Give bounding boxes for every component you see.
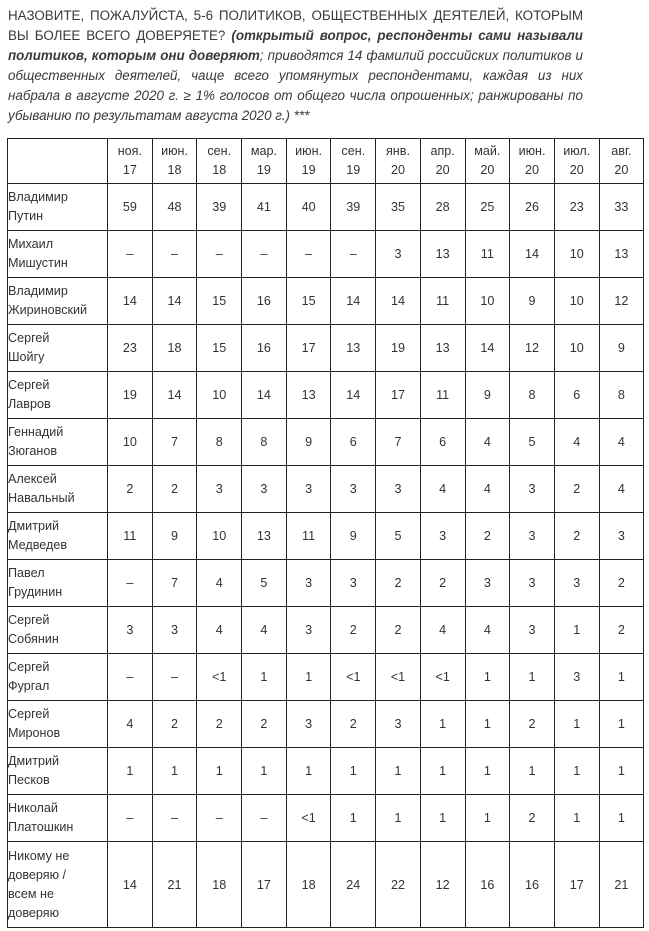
row-name-line: доверяю /: [8, 867, 67, 882]
row-name-line: Лавров: [8, 397, 51, 411]
table-row: [8, 231, 644, 278]
row-name-cell: [8, 325, 108, 372]
column-header: [420, 139, 465, 184]
column-header: [242, 139, 287, 184]
value-cell: 6: [554, 372, 599, 419]
column-year: 20: [614, 163, 629, 177]
row-name-line: Дмитрий: [8, 519, 60, 533]
value-cell: 3: [152, 607, 197, 654]
value-cell: 2: [599, 560, 644, 607]
value-cell: 3: [376, 701, 421, 748]
question-main: НАЗОВИТЕ, ПОЖАЛУЙСТА, 5-6 ПОЛИТИКОВ, ОБЩЕСТВЕННЫХ ДЕЯТЕЛЕЙ, КОТОРЫМ ВЫ БОЛЕЕ ВСЕГО ДОВЕРЯЕТЕ?: [8, 8, 583, 43]
table-row: [8, 842, 644, 928]
row-name-line: доверяю: [8, 905, 60, 920]
value-cell: 3: [376, 466, 421, 513]
value-cell: 4: [465, 607, 510, 654]
value-cell: 1: [554, 795, 599, 842]
value-cell: 4: [465, 466, 510, 513]
value-cell: 3: [286, 701, 331, 748]
value-cell: 1: [420, 701, 465, 748]
value-cell: 8: [197, 419, 242, 466]
value-cell: 1: [465, 701, 510, 748]
value-cell: 35: [376, 184, 421, 231]
value-cell: –: [152, 231, 197, 278]
value-cell: –: [331, 231, 376, 278]
value-cell: 10: [465, 278, 510, 325]
value-cell: 4: [599, 466, 644, 513]
value-cell: 26: [510, 184, 555, 231]
value-cell: 17: [286, 325, 331, 372]
value-cell: 2: [554, 466, 599, 513]
value-cell: 11: [420, 278, 465, 325]
value-cell: 5: [242, 560, 287, 607]
value-cell: 4: [420, 607, 465, 654]
value-cell: 13: [331, 325, 376, 372]
value-cell: <1: [286, 795, 331, 842]
row-name-cell: [8, 184, 108, 231]
value-cell: 2: [331, 701, 376, 748]
value-cell: 23: [554, 184, 599, 231]
value-cell: 4: [197, 607, 242, 654]
value-cell: 9: [599, 325, 644, 372]
row-name-cell: [8, 560, 108, 607]
row-name-cell: [8, 795, 108, 842]
column-month: июн.: [295, 144, 323, 158]
column-year: 20: [525, 163, 540, 177]
value-cell: 14: [376, 278, 421, 325]
row-name-line: Навальный: [8, 491, 75, 505]
value-cell: 1: [197, 748, 242, 795]
value-cell: 18: [152, 325, 197, 372]
column-year: 19: [301, 163, 316, 177]
value-cell: 11: [465, 231, 510, 278]
value-cell: –: [197, 231, 242, 278]
value-cell: 48: [152, 184, 197, 231]
value-cell: <1: [331, 654, 376, 701]
value-cell: 3: [286, 560, 331, 607]
value-cell: 3: [108, 607, 153, 654]
table-row: [8, 748, 644, 795]
value-cell: 10: [197, 513, 242, 560]
column-year: 20: [435, 163, 450, 177]
value-cell: 1: [510, 748, 555, 795]
row-name-line: Владимир: [8, 284, 68, 298]
row-name-line: Николай: [8, 801, 58, 815]
value-cell: 13: [599, 231, 644, 278]
value-cell: 2: [510, 795, 555, 842]
value-cell: 3: [510, 513, 555, 560]
value-cell: 2: [376, 607, 421, 654]
value-cell: 10: [554, 278, 599, 325]
value-cell: 13: [420, 231, 465, 278]
row-name-cell: [8, 607, 108, 654]
column-header: [599, 139, 644, 184]
value-cell: 13: [242, 513, 287, 560]
row-name-line: всем не: [8, 886, 54, 901]
value-cell: 1: [510, 654, 555, 701]
value-cell: 39: [331, 184, 376, 231]
value-cell: 2: [197, 701, 242, 748]
value-cell: 21: [599, 842, 644, 928]
value-cell: 3: [420, 513, 465, 560]
column-year: 17: [122, 163, 137, 177]
value-cell: 1: [465, 748, 510, 795]
row-name-cell: [8, 701, 108, 748]
question-italic-note: ; приводятся 14 фамилий российских политиков и общественных деятелей, чаще всего упомянутых респондентами, каждая из них набрала в августе 2020 г. ≥ 1% голосов от общего числа опрошенных; ранжированы по убыванию по результатам августа 2020 г.) ***: [8, 48, 583, 123]
value-cell: 18: [197, 842, 242, 928]
value-cell: 1: [554, 701, 599, 748]
value-cell: 3: [197, 466, 242, 513]
row-name-cell: [8, 466, 108, 513]
value-cell: 14: [242, 372, 287, 419]
value-cell: 1: [376, 748, 421, 795]
value-cell: 3: [376, 231, 421, 278]
value-cell: 7: [376, 419, 421, 466]
table-body: [8, 184, 644, 928]
value-cell: 14: [108, 842, 153, 928]
value-cell: 1: [286, 654, 331, 701]
value-cell: 21: [152, 842, 197, 928]
value-cell: 5: [376, 513, 421, 560]
value-cell: 16: [510, 842, 555, 928]
value-cell: 2: [331, 607, 376, 654]
value-cell: 19: [108, 372, 153, 419]
value-cell: 3: [510, 607, 555, 654]
table-row: [8, 325, 644, 372]
value-cell: 4: [242, 607, 287, 654]
row-name-line: Сергей: [8, 660, 50, 674]
row-name-line: Шойгу: [8, 350, 45, 364]
column-month: май.: [474, 144, 501, 158]
column-month: июл.: [563, 144, 591, 158]
value-cell: 15: [286, 278, 331, 325]
value-cell: 8: [242, 419, 287, 466]
table-row: [8, 466, 644, 513]
row-name-line: Платошкин: [8, 820, 74, 834]
value-cell: 1: [554, 607, 599, 654]
table-row: [8, 184, 644, 231]
value-cell: 15: [197, 325, 242, 372]
value-cell: 10: [554, 325, 599, 372]
value-cell: 2: [242, 701, 287, 748]
value-cell: 1: [331, 748, 376, 795]
row-name-line: Павел: [8, 566, 45, 580]
row-name-line: Путин: [8, 209, 44, 223]
value-cell: 9: [465, 372, 510, 419]
value-cell: 2: [420, 560, 465, 607]
value-cell: 9: [286, 419, 331, 466]
value-cell: 17: [376, 372, 421, 419]
value-cell: 14: [152, 278, 197, 325]
column-year: 20: [480, 163, 495, 177]
row-name-line: Жириновский: [8, 303, 88, 317]
value-cell: 2: [510, 701, 555, 748]
value-cell: 4: [554, 419, 599, 466]
table-row: [8, 372, 644, 419]
column-month: авг.: [611, 144, 632, 158]
value-cell: 1: [420, 795, 465, 842]
value-cell: 14: [108, 278, 153, 325]
value-cell: <1: [197, 654, 242, 701]
value-cell: 1: [599, 701, 644, 748]
value-cell: 9: [152, 513, 197, 560]
value-cell: 23: [108, 325, 153, 372]
value-cell: 2: [599, 607, 644, 654]
row-name-cell: [8, 842, 108, 928]
column-month: июн.: [161, 144, 188, 158]
table-row: [8, 654, 644, 701]
row-name-line: Никому не: [8, 848, 70, 863]
column-header: [197, 139, 242, 184]
value-cell: 14: [465, 325, 510, 372]
value-cell: 3: [554, 560, 599, 607]
value-cell: 3: [331, 466, 376, 513]
column-year: 20: [569, 163, 584, 177]
row-name-cell: [8, 419, 108, 466]
value-cell: 6: [420, 419, 465, 466]
value-cell: 1: [465, 654, 510, 701]
value-cell: 2: [554, 513, 599, 560]
value-cell: 13: [420, 325, 465, 372]
value-cell: 8: [510, 372, 555, 419]
value-cell: 14: [510, 231, 555, 278]
value-cell: 33: [599, 184, 644, 231]
value-cell: 3: [510, 560, 555, 607]
value-cell: 1: [286, 748, 331, 795]
column-header: [376, 139, 421, 184]
column-year: 19: [256, 163, 271, 177]
value-cell: 4: [599, 419, 644, 466]
value-cell: 10: [108, 419, 153, 466]
value-cell: 1: [242, 748, 287, 795]
row-name-line: Собянин: [8, 632, 59, 646]
value-cell: 1: [152, 748, 197, 795]
row-name-cell: [8, 372, 108, 419]
value-cell: 4: [465, 419, 510, 466]
value-cell: –: [152, 795, 197, 842]
value-cell: 2: [465, 513, 510, 560]
column-year: 18: [212, 163, 227, 177]
value-cell: 41: [242, 184, 287, 231]
row-name-line: Зюганов: [8, 444, 58, 458]
value-cell: 1: [108, 748, 153, 795]
value-cell: 13: [286, 372, 331, 419]
value-cell: 14: [331, 278, 376, 325]
column-month: ноя.: [117, 144, 142, 158]
value-cell: 12: [420, 842, 465, 928]
value-cell: 25: [465, 184, 510, 231]
value-cell: 8: [599, 372, 644, 419]
value-cell: –: [108, 795, 153, 842]
row-name-line: Владимир: [8, 190, 68, 204]
value-cell: 1: [420, 748, 465, 795]
value-cell: 1: [599, 654, 644, 701]
column-header: [554, 139, 599, 184]
value-cell: 3: [599, 513, 644, 560]
value-cell: 19: [376, 325, 421, 372]
value-cell: –: [152, 654, 197, 701]
value-cell: 5: [510, 419, 555, 466]
value-cell: 3: [286, 466, 331, 513]
value-cell: 14: [331, 372, 376, 419]
column-month: июн.: [518, 144, 546, 158]
column-header: [510, 139, 555, 184]
value-cell: 3: [286, 607, 331, 654]
value-cell: 9: [510, 278, 555, 325]
column-year: 18: [167, 163, 182, 177]
header-corner-cell: [8, 139, 108, 184]
row-name-cell: [8, 231, 108, 278]
value-cell: –: [108, 231, 153, 278]
column-header: [465, 139, 510, 184]
value-cell: 6: [331, 419, 376, 466]
value-cell: 1: [465, 795, 510, 842]
row-name-line: Сергей: [8, 331, 50, 345]
value-cell: 1: [599, 748, 644, 795]
value-cell: 15: [197, 278, 242, 325]
value-cell: 3: [465, 560, 510, 607]
question-text: [8, 6, 583, 126]
value-cell: 16: [242, 325, 287, 372]
column-header: [286, 139, 331, 184]
value-cell: –: [242, 795, 287, 842]
value-cell: 10: [554, 231, 599, 278]
row-name-line: Алексей: [8, 472, 57, 486]
value-cell: 17: [242, 842, 287, 928]
table-row: [8, 278, 644, 325]
table-row: [8, 701, 644, 748]
column-year: 20: [390, 163, 405, 177]
row-name-line: Сергей: [8, 613, 50, 627]
table-row: [8, 560, 644, 607]
table-row: [8, 795, 644, 842]
value-cell: 16: [242, 278, 287, 325]
row-name-line: Медведев: [8, 538, 68, 552]
value-cell: 4: [197, 560, 242, 607]
column-month: апр.: [430, 144, 455, 158]
value-cell: –: [242, 231, 287, 278]
value-cell: 3: [510, 466, 555, 513]
value-cell: 14: [152, 372, 197, 419]
value-cell: –: [108, 560, 153, 607]
column-header: [331, 139, 376, 184]
value-cell: 12: [510, 325, 555, 372]
table-row: [8, 419, 644, 466]
value-cell: 2: [108, 466, 153, 513]
column-month: сен.: [341, 144, 366, 158]
value-cell: 7: [152, 560, 197, 607]
value-cell: 12: [599, 278, 644, 325]
value-cell: 10: [197, 372, 242, 419]
value-cell: 11: [108, 513, 153, 560]
value-cell: 40: [286, 184, 331, 231]
value-cell: 4: [108, 701, 153, 748]
row-name-line: Сергей: [8, 378, 50, 392]
value-cell: 7: [152, 419, 197, 466]
value-cell: 59: [108, 184, 153, 231]
value-cell: 1: [554, 748, 599, 795]
value-cell: 1: [376, 795, 421, 842]
row-name-cell: [8, 278, 108, 325]
question-bold-note: (открытый вопрос, респонденты сами называли политиков, которым они доверяют: [8, 28, 583, 63]
row-name-line: Миронов: [8, 726, 61, 740]
value-cell: 3: [331, 560, 376, 607]
row-name-line: Фургал: [8, 679, 50, 693]
row-name-line: Геннадий: [8, 425, 64, 439]
value-cell: 11: [286, 513, 331, 560]
value-cell: 17: [554, 842, 599, 928]
table-row: [8, 513, 644, 560]
row-name-line: Михаил: [8, 237, 54, 251]
column-header: [108, 139, 153, 184]
row-name-line: Дмитрий: [8, 754, 60, 768]
value-cell: 16: [465, 842, 510, 928]
value-cell: <1: [376, 654, 421, 701]
value-cell: 28: [420, 184, 465, 231]
value-cell: 39: [197, 184, 242, 231]
value-cell: 11: [420, 372, 465, 419]
value-cell: 2: [152, 466, 197, 513]
row-name-line: Грудинин: [8, 585, 63, 599]
row-name-cell: [8, 654, 108, 701]
value-cell: –: [108, 654, 153, 701]
column-year: 19: [346, 163, 361, 177]
table-row: [8, 607, 644, 654]
value-cell: –: [197, 795, 242, 842]
trust-table: [7, 138, 644, 928]
value-cell: 3: [242, 466, 287, 513]
value-cell: –: [286, 231, 331, 278]
value-cell: 3: [554, 654, 599, 701]
row-name-line: Сергей: [8, 707, 50, 721]
row-name-cell: [8, 513, 108, 560]
table-header-row: [8, 139, 644, 184]
row-name-cell: [8, 748, 108, 795]
value-cell: 18: [286, 842, 331, 928]
value-cell: <1: [420, 654, 465, 701]
value-cell: 2: [152, 701, 197, 748]
column-month: янв.: [385, 144, 410, 158]
row-name-line: Мишустин: [8, 256, 68, 270]
column-month: сен.: [207, 144, 232, 158]
row-name-line: Песков: [8, 773, 50, 787]
value-cell: 1: [242, 654, 287, 701]
value-cell: 9: [331, 513, 376, 560]
value-cell: 1: [331, 795, 376, 842]
value-cell: 22: [376, 842, 421, 928]
value-cell: 4: [420, 466, 465, 513]
column-month: мар.: [250, 144, 277, 158]
value-cell: 24: [331, 842, 376, 928]
value-cell: 2: [376, 560, 421, 607]
value-cell: 1: [599, 795, 644, 842]
column-header: [152, 139, 197, 184]
